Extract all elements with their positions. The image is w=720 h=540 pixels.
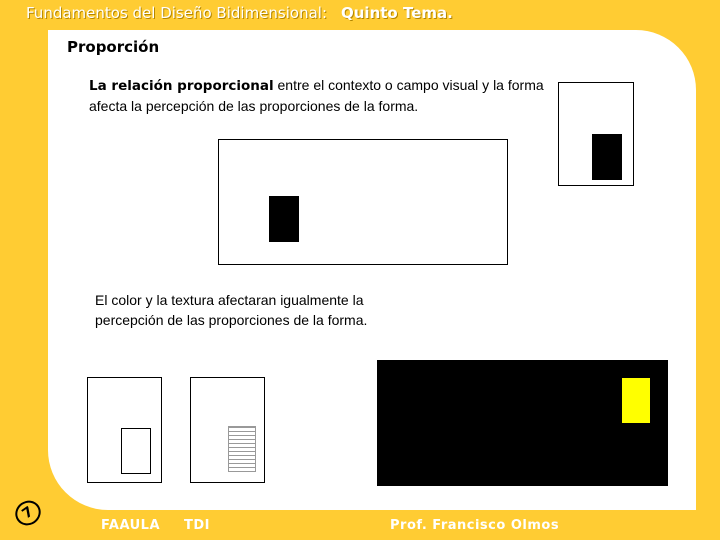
paragraph-body: entre el contexto o campo visual y la forma afecta la percepción de las proporciones de la forma. — [89, 77, 544, 114]
slide-title: Proporción — [67, 38, 160, 56]
footer-school: FAAULA — [101, 518, 161, 533]
outline-shape-frame — [87, 377, 162, 483]
black-rectangle-large — [592, 134, 622, 180]
black-rectangle-small — [269, 196, 299, 242]
striped-rectangle — [228, 426, 256, 472]
footer-professor: Prof. Francisco Olmos — [390, 518, 560, 533]
outlined-rectangle — [121, 428, 151, 474]
black-field-frame — [377, 360, 668, 486]
course-title: Fundamentos del Diseño Bidimensional: — [26, 4, 327, 22]
texture-shape-frame — [190, 377, 265, 483]
wide-field-frame — [218, 139, 508, 265]
topic-title: Quinto Tema. — [341, 4, 453, 22]
footer-course-code: TDI — [184, 518, 210, 533]
slide-header — [26, 4, 453, 22]
paragraph-proportion — [89, 75, 549, 116]
page-number-badge: 7 — [10, 496, 45, 531]
paragraph-color-texture: El color y la textura afectaran igualmente la percepción de las proporciones de la forma. — [95, 292, 368, 328]
narrow-field-frame — [558, 82, 634, 186]
yellow-rectangle — [622, 378, 650, 423]
paragraph-emphasis: La relación proporcional — [89, 78, 274, 94]
